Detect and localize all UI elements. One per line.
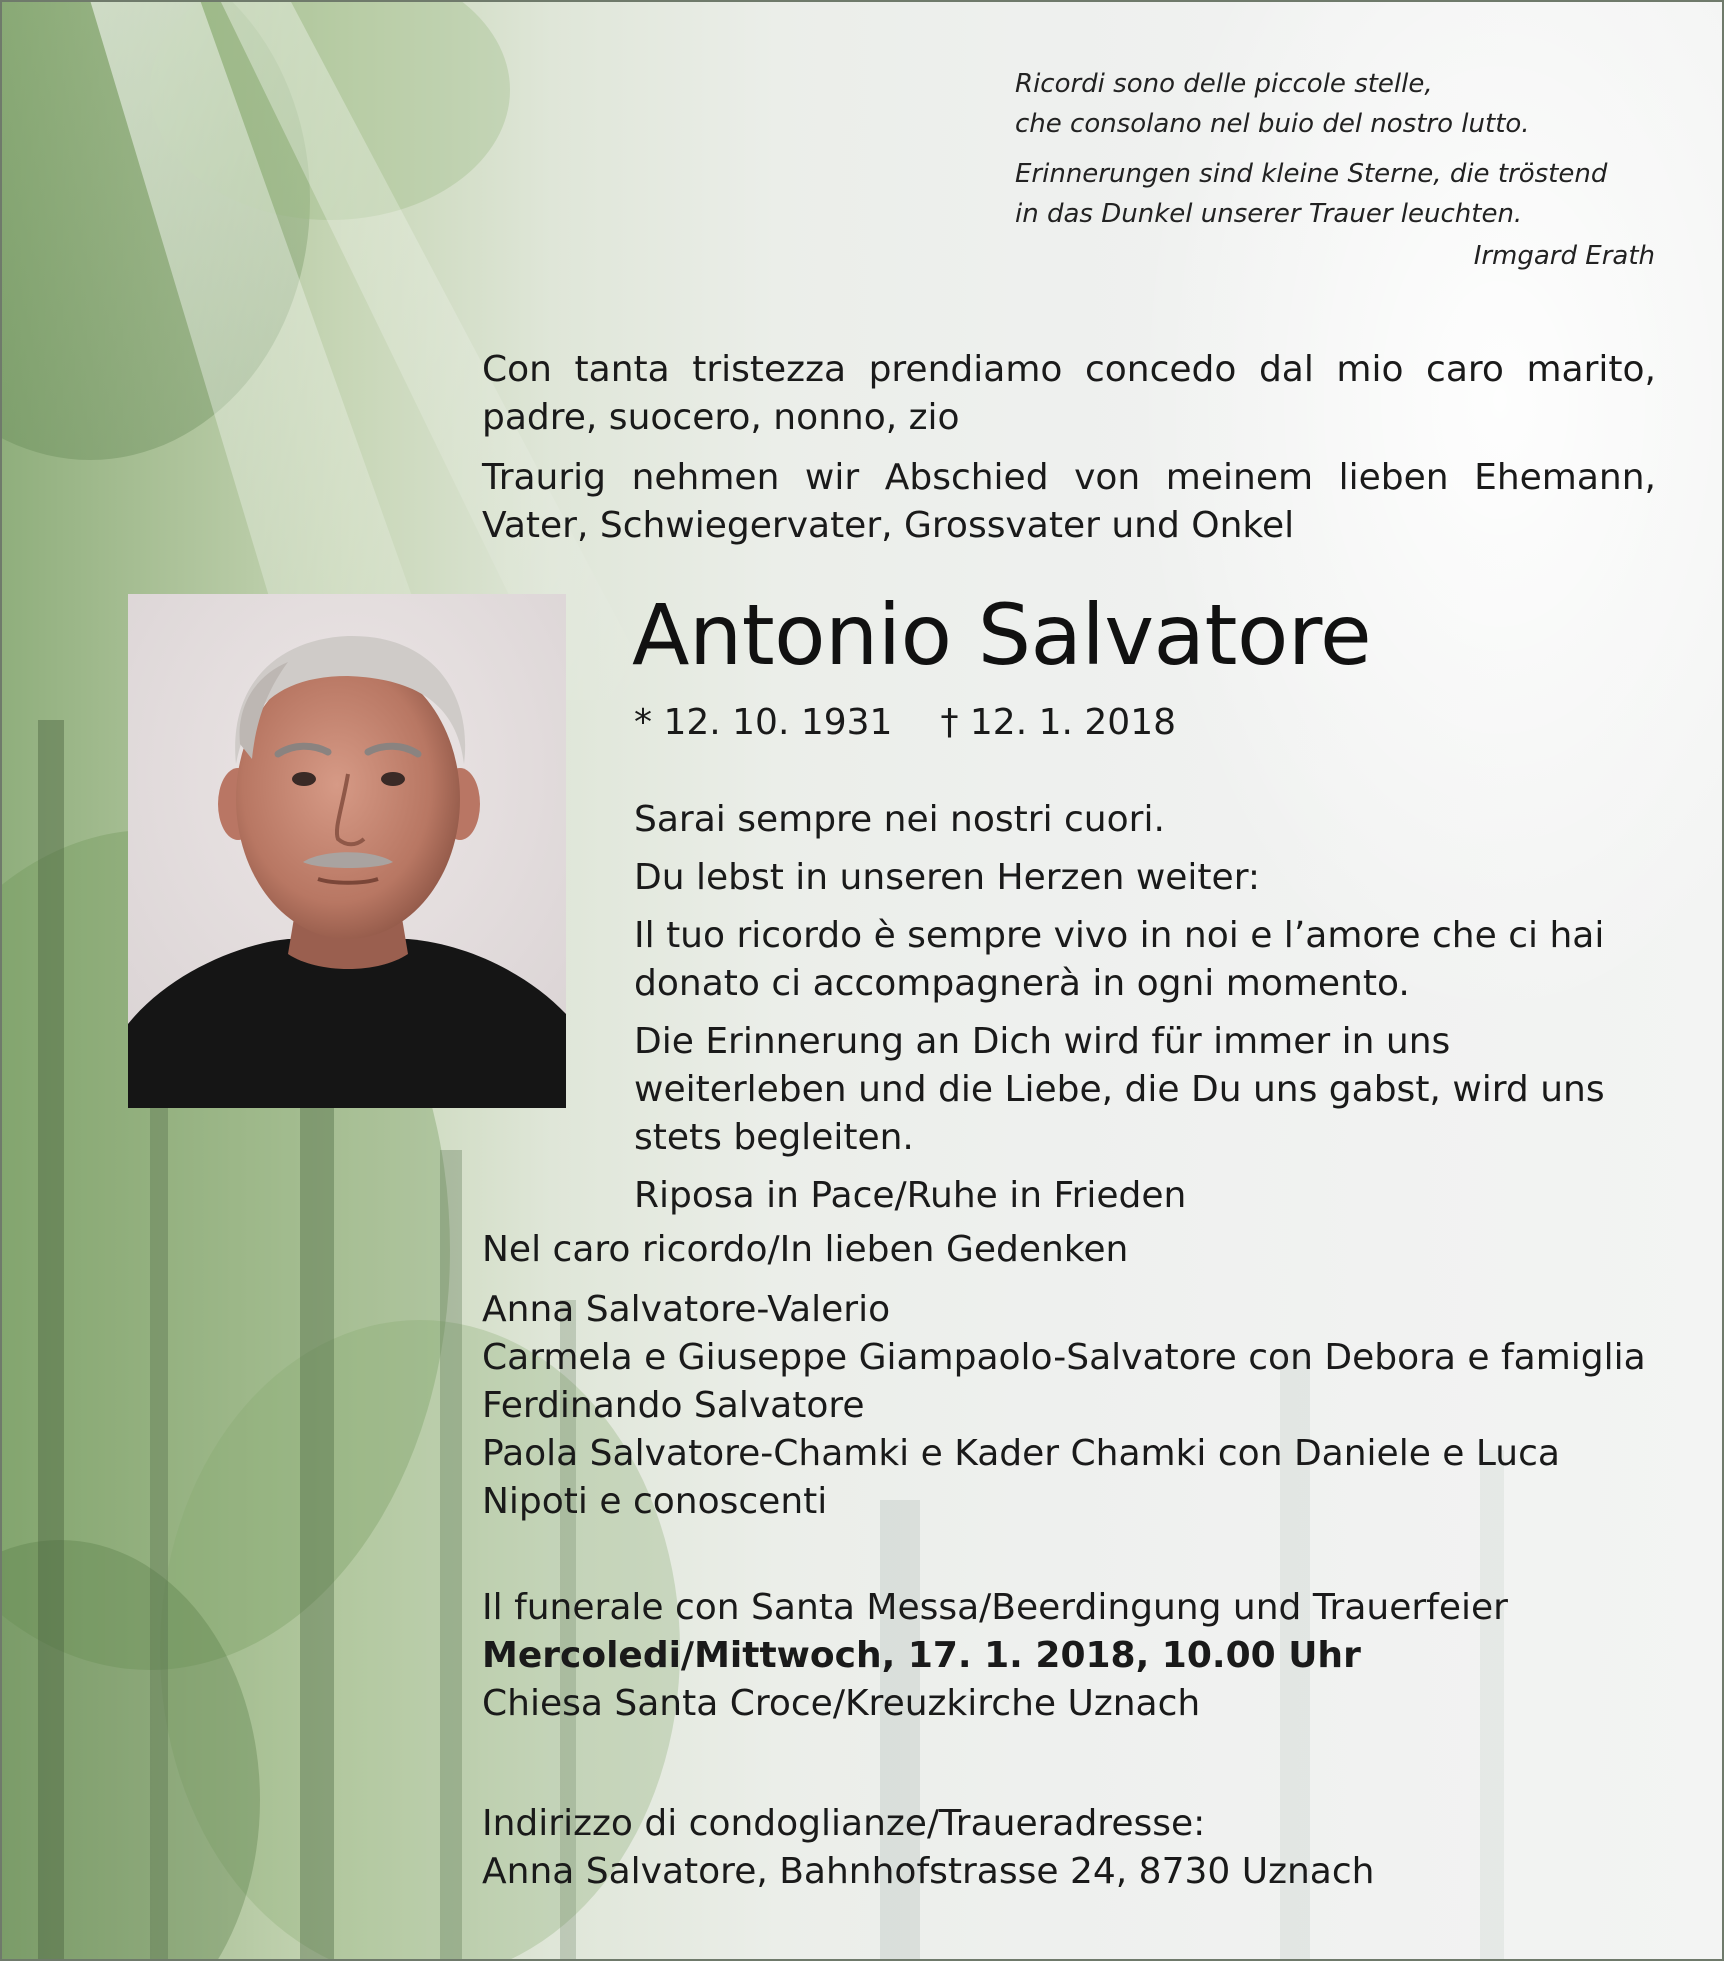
memorial-line: Sarai sempre nei nostri cuori. — [634, 799, 1165, 840]
family-member: Ferdinando Salvatore — [482, 1385, 865, 1426]
epigraph-quote — [1015, 64, 1655, 276]
memorial-line: Il tuo ricordo è sempre vivo in noi e l’amore che ci hai donato ci accompagnerà in ogni momento. — [634, 915, 1605, 1004]
funeral-title: Il funerale con Santa Messa/Beerdingung und Trauerfeier — [482, 1587, 1508, 1628]
portrait-photo — [128, 594, 566, 1108]
quote-italian-line1: Ricordi sono delle piccole stelle, — [1015, 69, 1433, 99]
quote-author: Irmgard Erath — [1473, 241, 1655, 271]
family-heading: Nel caro ricordo/In lieben Gedenken — [482, 1229, 1129, 1270]
birth-date: * 12. 10. 1931 — [634, 702, 893, 743]
condolence-address — [482, 1800, 1656, 1896]
funeral-details — [482, 1584, 1656, 1728]
funeral-datetime: Mercoledi/Mittwoch, 17. 1. 2018, 10.00 Uhr — [482, 1635, 1361, 1676]
family-member: Paola Salvatore-Chamki e Kader Chamki con Daniele e Luca — [482, 1433, 1560, 1474]
intro-german: Traurig nehmen wir Abschied von meinem lieben Ehemann, Vater, Schwiegervater, Grossvater und Onkel — [482, 457, 1656, 546]
condolence-label: Indirizzo di condoglianze/Traueradresse: — [482, 1803, 1206, 1844]
death-date: † 12. 1. 2018 — [940, 702, 1176, 743]
announcement-intro — [482, 346, 1656, 550]
quote-german-line2: in das Dunkel unserer Trauer leuchten. — [1015, 199, 1523, 229]
family-mourners — [482, 1226, 1656, 1526]
funeral-location: Chiesa Santa Croce/Kreuzkirche Uznach — [482, 1683, 1201, 1724]
family-member: Carmela e Giuseppe Giampaolo-Salvatore con Debora e famiglia — [482, 1337, 1646, 1378]
memorial-line: Die Erinnerung an Dich wird für immer in uns weiterleben und die Liebe, die Du uns gabst, wird uns stets begleiten. — [634, 1021, 1605, 1158]
life-dates — [634, 700, 1176, 746]
deceased-name: Antonio Salvatore — [632, 586, 1372, 684]
memorial-line: Riposa in Pace/Ruhe in Frieden — [634, 1175, 1187, 1216]
intro-italian: Con tanta tristezza prendiamo concedo dal mio caro marito, padre, suocero, nonno, zio — [482, 349, 1656, 438]
family-member: Anna Salvatore-Valerio — [482, 1289, 891, 1330]
condolence-street: Anna Salvatore, Bahnhofstrasse 24, 8730 Uznach — [482, 1851, 1375, 1892]
memorial-text — [634, 796, 1656, 1230]
memorial-line: Du lebst in unseren Herzen weiter: — [634, 857, 1260, 898]
family-member: Nipoti e conoscenti — [482, 1481, 828, 1522]
quote-german-line1: Erinnerungen sind kleine Sterne, die tröstend — [1015, 159, 1608, 189]
quote-italian-line2: che consolano nel buio del nostro lutto. — [1015, 109, 1530, 139]
